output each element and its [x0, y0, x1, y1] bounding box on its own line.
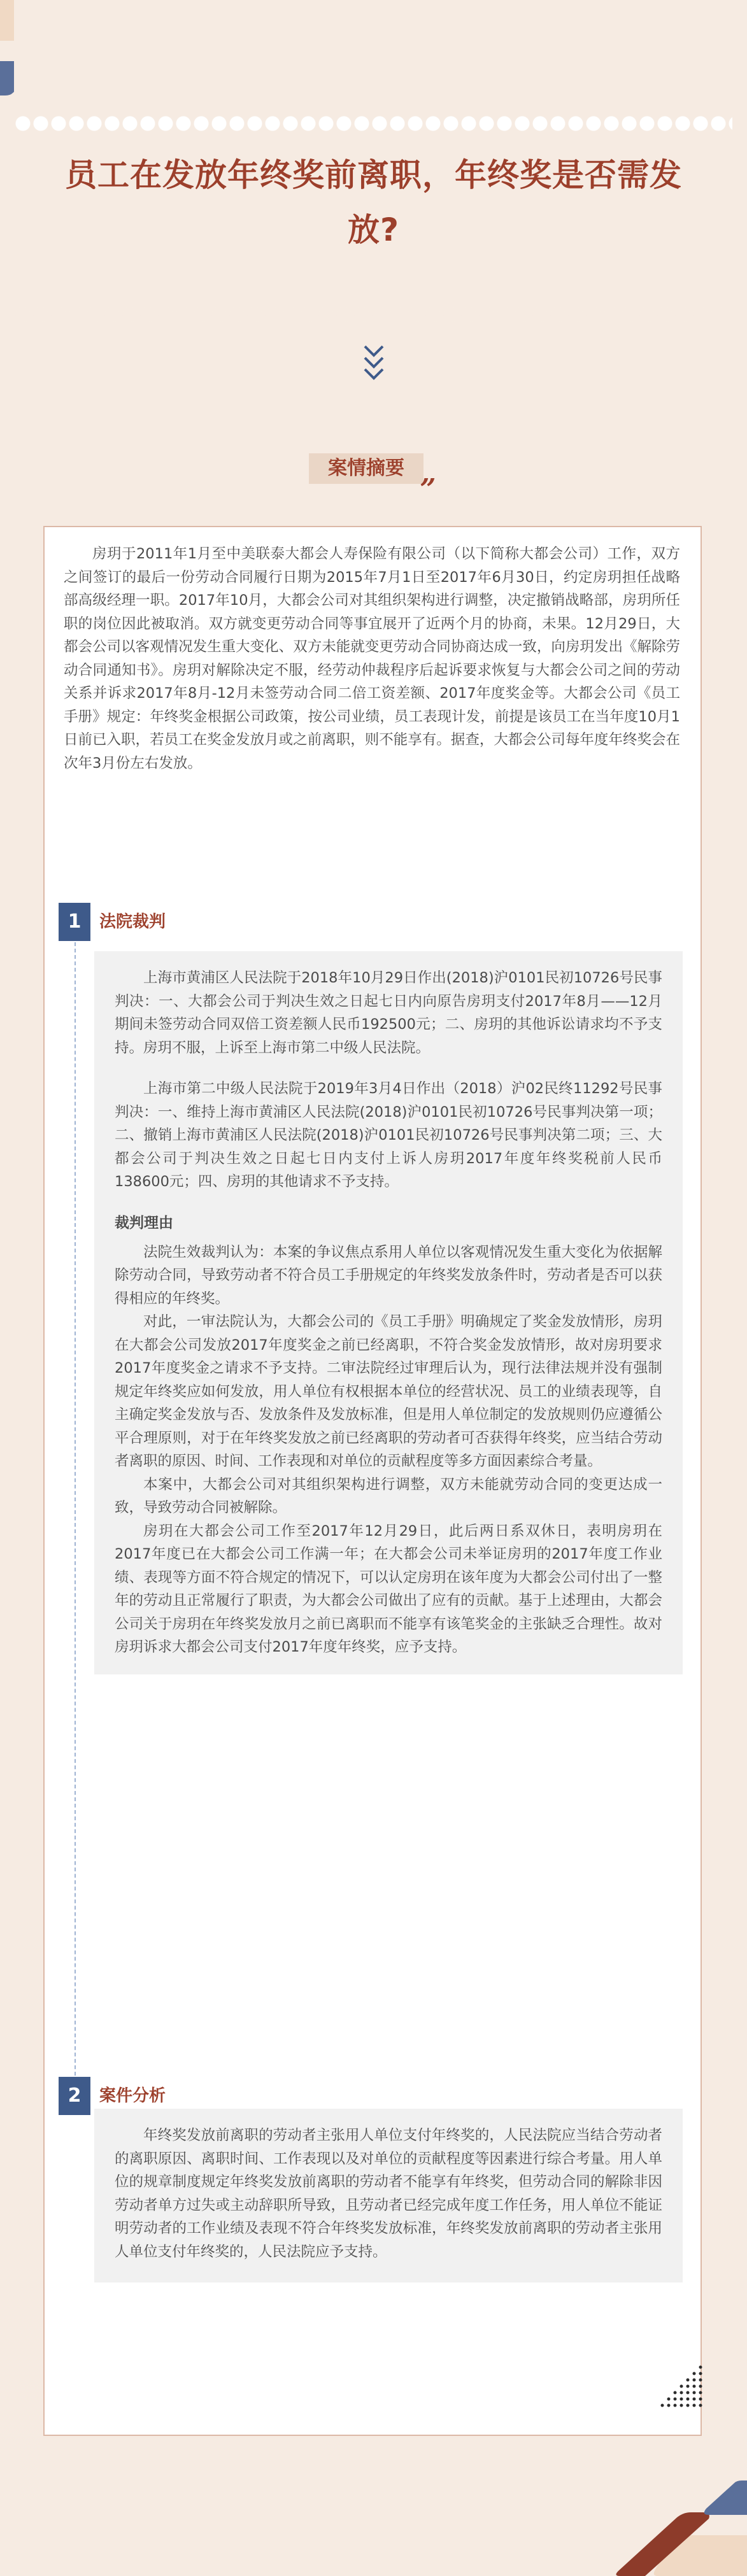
scallop-edge-top	[14, 115, 732, 132]
summary-block	[64, 542, 680, 775]
chevron-down-icon	[364, 344, 384, 385]
ruling-paragraph: 上海市黄浦区人民法院于2018年10月29日作出(2018)沪0101民初10726号民事判决：一、大都会公司于判决生效之日起七日内向原告房玥支付2017年8月——12月期间未签劳动合同双倍工资差额人民币192500元；二、房玥的其他诉讼请求均不予支持。房玥不服，上诉至上海市第二中级人民法院。	[115, 970, 662, 1056]
reason-paragraph: 法院生效裁判认为：本案的争议焦点系用人单位以客观情况发生重大变化为依据解除劳动合同，导致劳动者不符合员工手册规定的年终奖发放条件时，劳动者是否可以获得相应的年终奖。	[115, 1243, 662, 1307]
header-band	[14, 0, 732, 122]
reason-paragraph: 本案中，大都会公司对其组织架构进行调整，双方未能就劳动合同的变更达成一致，导致劳动合同被解除。	[115, 1476, 662, 1516]
dashed-divider	[75, 942, 76, 2088]
page-title: 员工在发放年终奖前离职，年终奖是否需发放?	[65, 157, 682, 248]
analysis-paragraph: 年终奖发放前离职的劳动者主张用人单位支付年终奖的，人民法院应当结合劳动者的离职原因、离职时间、工作表现以及对单位的贡献程度等因素进行综合考量。用人单位的规章制度规定年终奖发放前离职的劳动者不能享有年终奖，但劳动合同的解除非因劳动者单方过失或主动辞职所导致，且劳动者已经完成年度工作任务，用人单位不能证明劳动者的工作业绩及表现不符合年终奖发放标准，年终奖发放前离职的劳动者主张用人单位支付年终奖的，人民法院应予支持。	[115, 2127, 662, 2260]
reason-title: 裁判理由	[115, 1214, 173, 1231]
quote-mark-icon: „	[420, 457, 437, 490]
section-header-court-ruling	[59, 903, 250, 941]
reason-paragraph: 房玥在大都会公司工作至2017年12月29日，此后两日系双休日，表明房玥在2017年度已在大都会公司工作满一年；在大都会公司未举证房玥的2017年度工作业绩、表现等方面不符合规定的情况下，可以认定房玥在该年度为大都会公司付出了一整年的劳动且正常履行了职责，为大都会公司做出了应有的贡献。基于上述理由，大都会公司关于房玥在年终奖发放月之前已离职而不能享有该笔奖金的主张缺乏合理性。故对房玥诉求大都会公司支付2017年度年终奖，应予支持。	[115, 1522, 662, 1655]
case-analysis-card	[94, 2109, 683, 2282]
ruling-paragraph: 上海市第二中级人民法院于2019年3月4日作出（2018）沪02民终11292号民事判决：一、维持上海市黄浦区人民法院(2018)沪0101民初10726号民事判决第一项；二、撤销上海市黄浦区人民法院(2018)沪0101民初10726号民事判决第二项；三、大都会公司于判决生效之日起七日内支付上诉人房玥2017年度年终奖税前人民币138600元；四、房玥的其他请求不予支持。	[115, 1080, 662, 1190]
section-number: 1	[59, 903, 90, 941]
summary-paragraph: 房玥于2011年1月至中美联泰大都会人寿保险有限公司（以下简称大都会公司）工作，双方之间签订的最后一份劳动合同履行日期为2015年7月1日至2017年6月30日，约定房玥担任战略部高级经理一职。2017年10月，大都会公司对其组织架构进行调整，决定撤销战略部，房玥所任职的岗位因此被取消。双方就变更劳动合同等事宜展开了近两个月的协商，未果。12月29日，大都会公司以客观情况发生重大变化、双方未能就变更劳动合同协商达成一致，向房玥发出《解除劳动合同通知书》。房玥对解除决定不服，经劳动仲裁程序后起诉要求恢复与大都会公司之间的劳动关系并诉求2017年8月-12月未签劳动合同二倍工资差额、2017年度奖金等。大都会公司《员工手册》规定：年终奖金根据公司政策，按公司业绩，员工表现计发，前提是该员工在当年度10月1日前已入职，若员工在奖金发放月或之前离职，则不能享有。据查，大都会公司每年度年终奖会在次年3月份左右发放。	[64, 546, 680, 772]
scallop-edge-bottom	[14, 306, 732, 323]
dot-pattern-decoration	[650, 2363, 707, 2414]
reason-paragraph: 对此，一审法院认为，大都会公司的《员工手册》明确规定了奖金发放情形，房玥在大都会公司发放2017年度奖金之前已经离职，不符合奖金发放情形，故对房玥要求2017年度奖金之请求不予支持。二审法院经过审理后认为，现行法律法规并没有强制规定年终奖应如何发放，用人单位有权根据本单位的经营状况、员工的业绩表现等，自主确定奖金发放与否、发放条件及发放标准，但是用人单位制定的发放规则仍应遵循公平合理原则，对于在年终奖发放之前已经离职的劳动者可否获得年终奖，应当结合劳动者离职的原因、时间、工作表现和对单位的贡献程度等多方面因素综合考量。	[115, 1313, 662, 1469]
section-label: 法院裁判	[99, 912, 166, 931]
section-label: 案件分析	[99, 2086, 166, 2105]
court-ruling-card	[94, 951, 683, 1674]
summary-tag: 案情摘要	[309, 453, 423, 484]
section-number: 2	[59, 2077, 90, 2115]
corner-decoration-bottom-right	[613, 2480, 747, 2576]
